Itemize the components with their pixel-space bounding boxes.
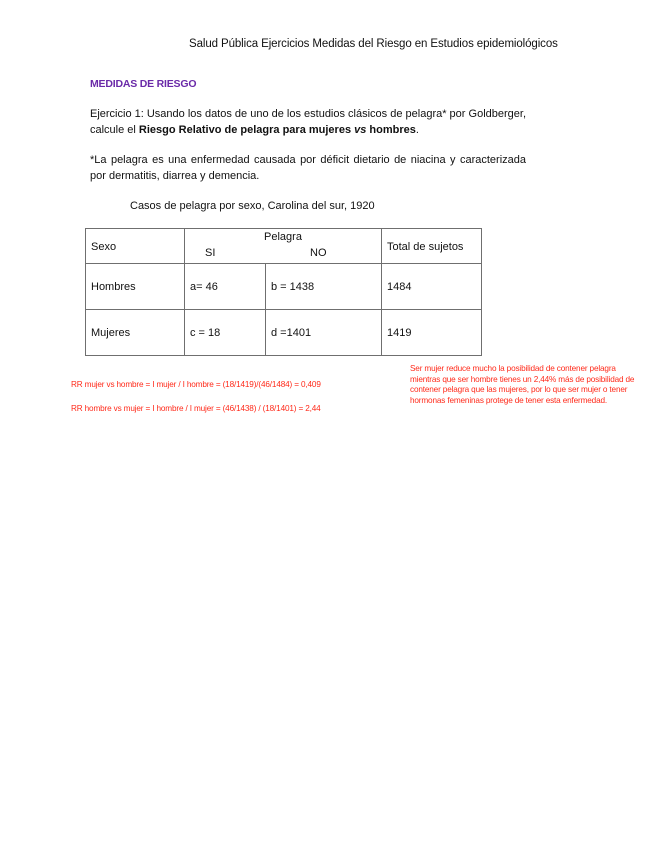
cell-sexo: Hombres: [86, 264, 185, 310]
cell-sexo: Mujeres: [86, 310, 185, 356]
exercise-end: .: [415, 124, 419, 136]
table-row: [86, 310, 482, 356]
cell-si: c = 18: [185, 310, 266, 356]
pelagra-table: [85, 228, 482, 356]
exercise-paragraph: [90, 106, 526, 138]
cell-no: d =1401: [266, 310, 382, 356]
section-title: MEDIDAS DE RIESGO: [90, 78, 197, 90]
rr-hombre-annotation: RR hombre vs mujer = I hombre / I mujer = (46/1438) / (18/1401) = 2,44: [71, 404, 321, 413]
header-pelagra-label: Pelagra: [264, 231, 302, 243]
table-caption: Casos de pelagra por sexo, Carolina del sur, 1920: [130, 200, 375, 212]
cell-no: b = 1438: [266, 264, 382, 310]
cell-total: 1484: [382, 264, 482, 310]
page-header-title: Salud Pública Ejercicios Medidas del Riesgo en Estudios epidemiológicos: [189, 38, 558, 50]
exercise-text: Ejercicio 1: Usando los datos de uno de los estudios clásicos de pelagra* por Goldberger, calcule el: [90, 108, 526, 136]
header-no: NO: [310, 247, 327, 259]
exercise-bold-end: hombres: [366, 124, 416, 136]
rr-mujer-annotation: RR mujer vs hombre = I mujer / I hombre = (18/1419)/(46/1484) = 0,409: [71, 380, 321, 389]
header-pelagra: [185, 229, 382, 264]
table-row: [86, 264, 482, 310]
header-sexo: Sexo: [86, 229, 185, 264]
comment-annotation: Ser mujer reduce mucho la posibilidad de contener pelagra mientras que ser hombre tienes un 2,44% más de posibilidad de contener pelagra que las mujeres, por lo que ser mujer o tener hormonas femeninas protege de tener esta enfermedad.: [410, 364, 635, 405]
cell-total: 1419: [382, 310, 482, 356]
header-total: Total de sujetos: [382, 229, 482, 264]
cell-si: a= 46: [185, 264, 266, 310]
exercise-bold-text: Riesgo Relativo de pelagra para mujeres: [138, 124, 355, 136]
exercise-italic-vs: vs: [354, 124, 367, 136]
table-header-row: [86, 229, 482, 264]
footnote-paragraph: *La pelagra es una enfermedad causada por déficit dietario de niacina y caracterizada por dermatitis, diarrea y demencia.: [90, 154, 526, 182]
header-si: SI: [205, 247, 216, 259]
